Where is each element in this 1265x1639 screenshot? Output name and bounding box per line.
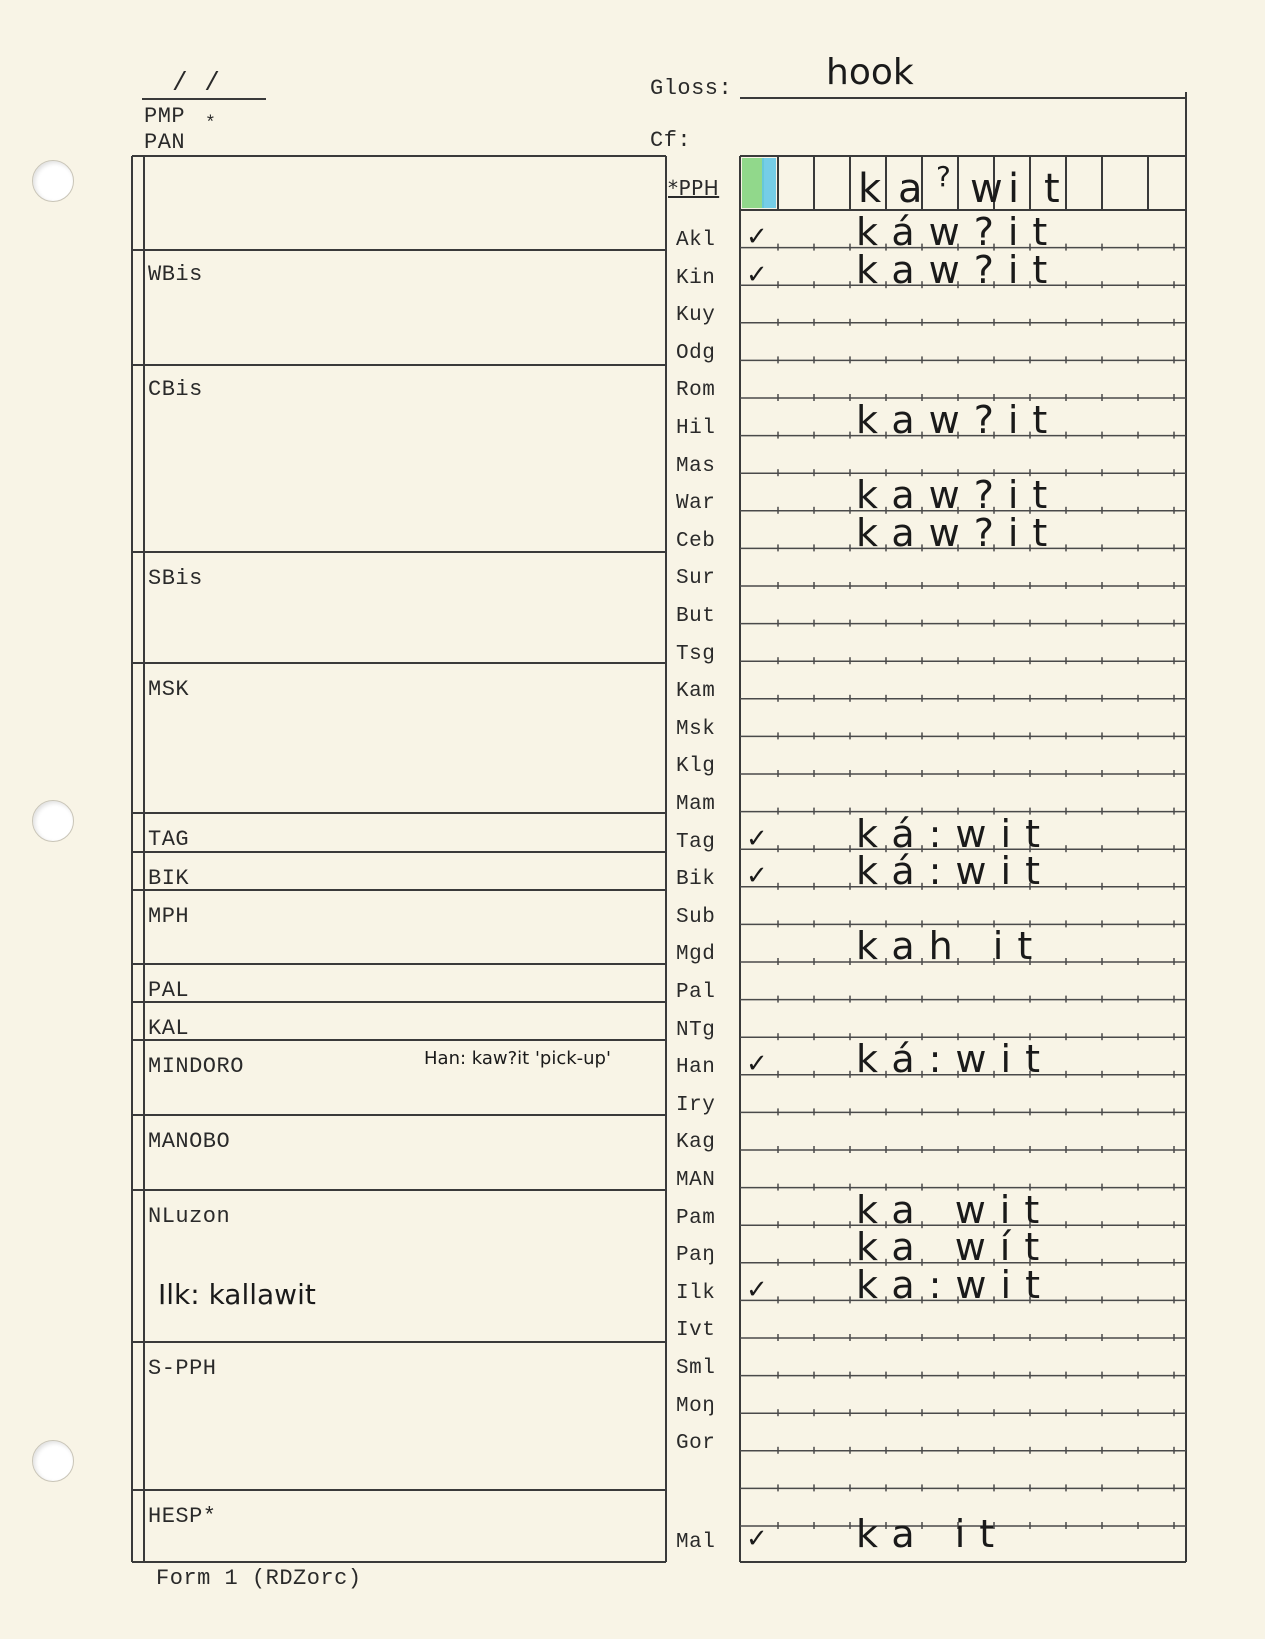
reflex-form: ká:wit (856, 811, 1054, 856)
pph-letter: i (1008, 166, 1020, 212)
group-label-mindoro: MINDORO (148, 1054, 244, 1079)
reflex-form: ka wit (856, 1187, 1054, 1232)
lang-code-hil: Hil (676, 417, 716, 440)
lang-code-mal: Mal (676, 1531, 716, 1554)
lang-code-ntg: NTg (676, 1018, 716, 1042)
lang-code-bik: Bik (676, 868, 716, 892)
pmp-label: PMP (144, 104, 186, 129)
lang-code-man: MAN (676, 1169, 716, 1192)
lang-code-sur: Sur (676, 567, 716, 591)
pan-label: PAN (144, 130, 186, 155)
reflex-form: káw?it (856, 210, 1062, 254)
lang-code-sml: Sml (676, 1357, 716, 1380)
check-mark: ✓ (746, 1274, 768, 1305)
check-mark: ✓ (746, 823, 768, 854)
lang-code-gor: Gor (676, 1432, 716, 1456)
check-mark: ✓ (746, 1524, 768, 1554)
lang-code-kin: Kin (676, 266, 716, 290)
footer-credit: Form 1 (RDZorc) (156, 1566, 362, 1591)
lang-code-kam: Kam (676, 680, 716, 704)
reflex-form: kaw?it (856, 473, 1062, 518)
lang-code-paŋ: Paŋ (676, 1244, 716, 1268)
lang-code-mas: Mas (676, 454, 716, 478)
reflex-form: kaw?it (856, 398, 1062, 442)
group-label-wbis: WBis (148, 262, 203, 287)
lang-code-pam: Pam (676, 1206, 716, 1230)
header-slashes: / / (172, 68, 221, 98)
check-mark: ✓ (746, 259, 768, 290)
lang-code-rom: Rom (676, 379, 716, 403)
reflex-form: ka it (856, 1512, 1009, 1556)
reflex-form: kaw?it (856, 247, 1062, 292)
group-label-manobo: MANOBO (148, 1129, 231, 1154)
group-label-bik: BIK (148, 866, 190, 891)
lang-code-tsg: Tsg (676, 642, 716, 666)
pph-highlight-blue (762, 158, 776, 208)
lang-code-tag: Tag (676, 830, 716, 854)
pph-letter: a (898, 166, 923, 212)
group-label-msk: MSK (148, 677, 190, 702)
lang-code-han: Han (676, 1056, 716, 1080)
group-note: Han: kaw?it 'pick-up' (424, 1048, 611, 1069)
group-label-pal: PAL (148, 978, 190, 1003)
group-label-nluzon: NLuzon (148, 1204, 231, 1229)
lang-code-war: War (676, 492, 716, 516)
reflex-form: ka:wit (856, 1262, 1054, 1307)
lang-code-mgd: Mgd (676, 943, 716, 967)
lang-code-iry: Iry (676, 1093, 716, 1117)
pph-letter: k (858, 166, 882, 212)
group-label-hesp-: HESP* (148, 1504, 217, 1529)
group-label-cbis: CBis (148, 377, 203, 402)
reflex-form: kaw?it (856, 510, 1062, 555)
gloss-label: Gloss: (650, 76, 733, 101)
group-note: Ilk: kallawit (158, 1278, 316, 1311)
cf-label: Cf: (650, 128, 692, 153)
lang-code-kuy: Kuy (676, 304, 716, 328)
lang-code-akl: Akl (676, 229, 716, 252)
check-mark: ✓ (746, 1049, 768, 1080)
pph-letter: w (970, 166, 1003, 212)
group-label-s-pph: S-PPH (148, 1356, 217, 1381)
lang-code-msk: Msk (676, 717, 716, 741)
group-label-mph: MPH (148, 904, 190, 929)
gloss-value: hook (826, 52, 914, 93)
check-mark: ✓ (746, 222, 768, 252)
group-label-kal: KAL (148, 1016, 190, 1041)
group-label-sbis: SBis (148, 566, 203, 591)
reflex-form: kah it (856, 924, 1047, 969)
lang-code-odg: Odg (676, 341, 716, 365)
lang-code-ivt: Ivt (676, 1319, 716, 1343)
group-label-tag: TAG (148, 827, 190, 852)
reflex-form: ka wít (856, 1225, 1054, 1270)
reflex-form: ká:wit (856, 1037, 1054, 1082)
lang-code-ilk: Ilk (676, 1281, 716, 1305)
pph-letter: ? (936, 160, 951, 193)
lang-code-pal: Pal (676, 981, 716, 1004)
lang-code-kag: Kag (676, 1131, 716, 1155)
lang-code-klg: Klg (676, 755, 716, 779)
lang-code-mam: Mam (676, 793, 716, 816)
pph-highlight (742, 158, 764, 208)
lang-code-ceb: Ceb (676, 529, 716, 553)
pph-label: *PPH (668, 176, 720, 200)
pph-letter: t (1044, 166, 1060, 212)
lang-code-moŋ: Moŋ (676, 1394, 716, 1418)
lang-code-sub: Sub (676, 905, 716, 929)
check-mark: ✓ (746, 861, 768, 892)
pmp-star: * (205, 114, 217, 134)
lang-code-but: But (676, 605, 716, 628)
reflex-form: ká:wit (856, 849, 1054, 894)
